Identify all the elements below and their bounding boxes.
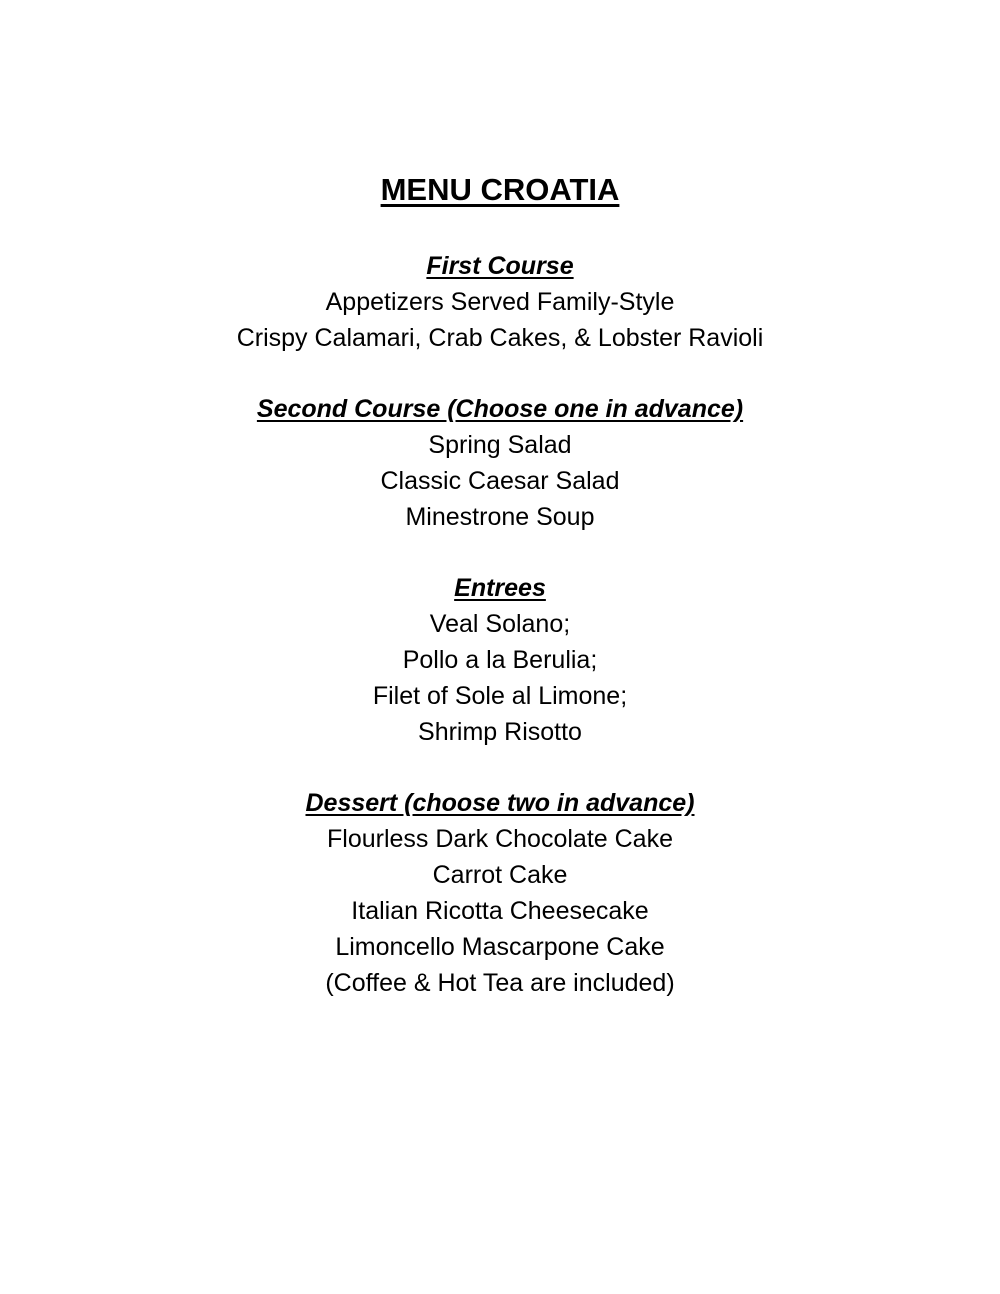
menu-item: Flourless Dark Chocolate Cake [327, 825, 673, 853]
section-heading: First Course [426, 252, 574, 280]
section-second-course [0, 391, 1000, 535]
menu-item: Filet of Sole al Limone; [372, 682, 628, 710]
menu-item: Italian Ricotta Cheesecake [351, 897, 649, 925]
section-heading: Entrees [454, 574, 546, 602]
menu-item: Appetizers Served Family-Style [325, 288, 675, 316]
menu-item: Minestrone Soup [405, 503, 595, 531]
section-heading: Dessert (choose two in advance) [305, 789, 695, 817]
section-entrees [0, 570, 1000, 750]
section-first-course [0, 248, 1000, 356]
section-dessert [0, 785, 1000, 1001]
menu-item: Carrot Cake [432, 861, 568, 889]
menu-item: Crispy Calamari, Crab Cakes, & Lobster Ravioli [236, 324, 764, 352]
menu-item: Classic Caesar Salad [380, 467, 620, 495]
menu-note: (Coffee & Hot Tea are included) [325, 969, 675, 997]
menu-title: MENU CROATIA [380, 172, 620, 207]
menu-item: Limoncello Mascarpone Cake [335, 933, 665, 961]
menu-item: Veal Solano; [429, 610, 571, 638]
menu-item: Shrimp Risotto [418, 718, 582, 746]
section-heading: Second Course (Choose one in advance) [256, 395, 744, 423]
menu-item: Spring Salad [428, 431, 572, 459]
menu-item: Pollo a la Berulia; [402, 646, 598, 674]
